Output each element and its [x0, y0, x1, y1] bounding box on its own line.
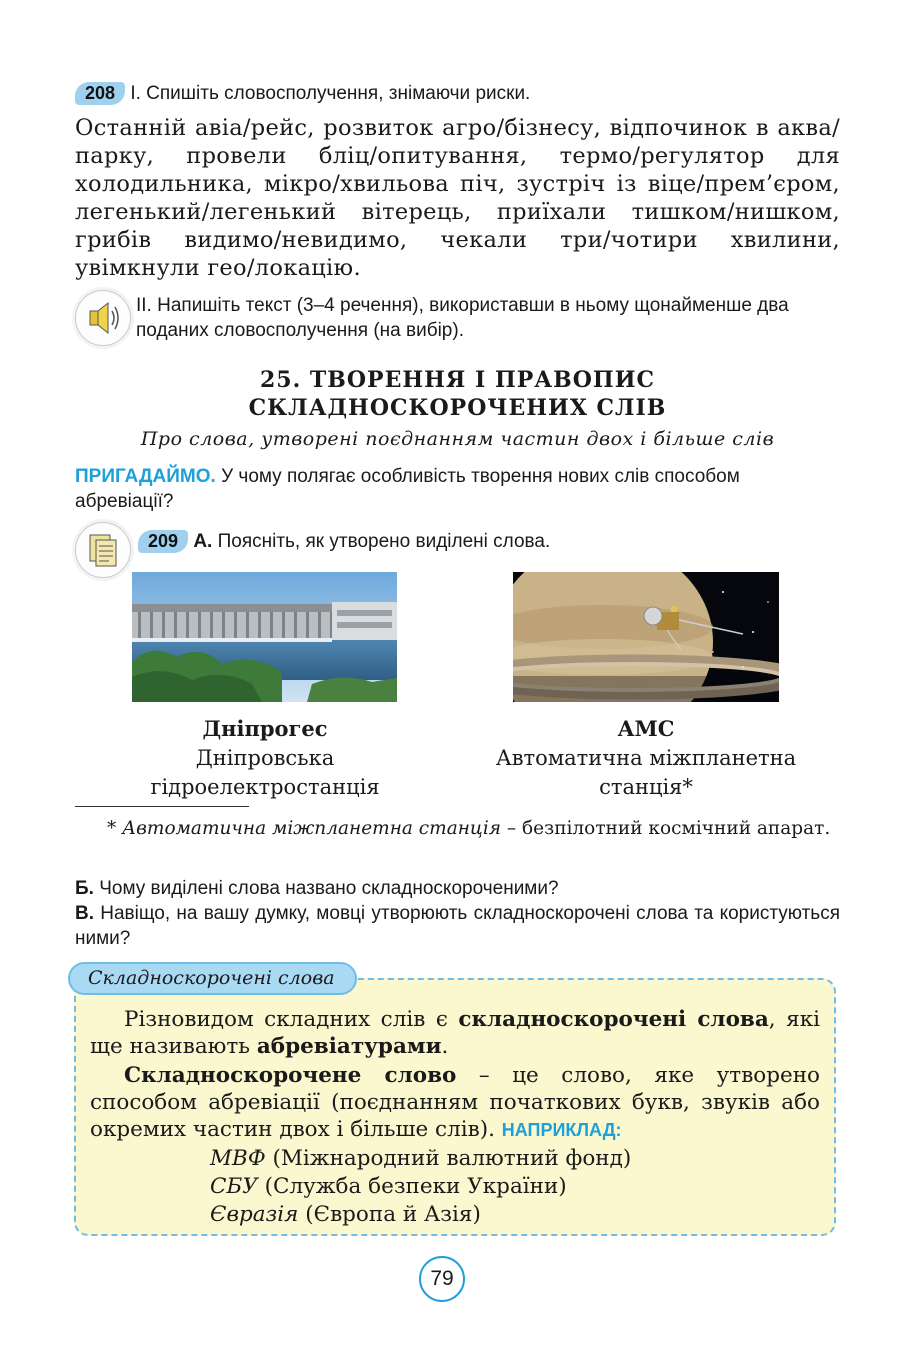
footnote	[75, 815, 840, 842]
caption-word: Дніпрогес	[202, 716, 328, 741]
rule-text: Різновидом складних слів є	[124, 1007, 459, 1032]
exercise-208-text: Останній авіа/рейс, розвиток агро/бізнесу, відпочинок в аква/парку, провели бліц/опитування, термо/регулятор для холодильника, мікро/хвильова піч, зустріч із віце/прем’єром, легенький/легенький вітерець, приїхали тишком/нишком, грибів видимо/невидимо, чекали три/чотири хвилини, увімкнули гео/локацію.	[75, 115, 840, 281]
recall-label: ПРИГАДАЙМО.	[75, 466, 216, 487]
rule-text: – це слово, яке утворено способом абревіації (поєднанням початкових букв, звуків або окремих частин двох і більше слів).	[90, 1063, 821, 1142]
analysis-icon	[75, 522, 131, 578]
task-a-text: Поясніть, як утворено виділені слова.	[212, 531, 551, 552]
task-c	[75, 901, 840, 951]
caption-line1: Дніпровська	[195, 746, 335, 770]
exercise-number-badge: 209	[138, 530, 188, 553]
footnote-divider	[75, 806, 249, 807]
example-abbr: Євразія	[210, 1202, 299, 1227]
caption-dniprohes	[110, 714, 420, 802]
example-item	[210, 1173, 631, 1201]
footnote-definition: – безпілотний космічний апарат.	[501, 818, 831, 839]
rule-tab: Складноскорочені слова	[68, 962, 357, 995]
example-item	[210, 1145, 631, 1173]
exercise-209-tasks-bc	[75, 876, 840, 951]
rule-text: , які ще називають	[90, 1007, 821, 1059]
rule-paragraph-2	[90, 1062, 820, 1144]
example-label: НАПРИКЛАД:	[501, 1120, 622, 1140]
section-title-line2: СКЛАДНОСКОРОЧЕНИХ СЛІВ	[248, 395, 667, 421]
caption-word: АМС	[617, 716, 675, 741]
example-full: (Служба безпеки України)	[257, 1174, 567, 1199]
task-c-text: Навіщо, на вашу думку, мовці утворюють складноскорочені слова та користуються ними?	[75, 903, 840, 949]
task-c-label: В.	[75, 903, 94, 924]
dam-photo	[132, 572, 397, 702]
task-b-label: Б.	[75, 878, 94, 899]
example-abbr: МВФ	[210, 1146, 266, 1171]
page-number: 79	[419, 1256, 465, 1302]
caption-line1: Автоматична міжпланетна	[495, 746, 797, 770]
exercise-number-badge: 208	[75, 82, 125, 105]
task-b-text: Чому виділені слова названо складноскороченими?	[93, 878, 559, 899]
task-b	[75, 876, 840, 901]
examples-list	[210, 1145, 631, 1229]
caption-line2: станція*	[599, 775, 693, 799]
task-a-label: А.	[193, 531, 213, 552]
caption-ams	[466, 714, 826, 802]
section-title-line1: 25. ТВОРЕННЯ І ПРАВОПИС	[259, 367, 656, 393]
example-full: (Європа й Азія)	[298, 1202, 481, 1227]
rule-term: складноскорочені слова	[458, 1007, 769, 1032]
rule-paragraph-1	[90, 1006, 820, 1060]
rule-text: .	[441, 1034, 449, 1059]
recall-text: У чому полягає особливість творення нових слів способом абревіації?	[75, 466, 740, 512]
rule-term: Складноскорочене слово	[124, 1063, 457, 1088]
example-full: (Міжнародний валютний фонд)	[265, 1146, 632, 1171]
listen-write-icon	[75, 290, 131, 346]
recall-block	[75, 464, 840, 514]
example-abbr: СБУ	[210, 1174, 258, 1199]
space-station-photo	[513, 572, 779, 702]
section-title	[75, 366, 840, 422]
caption-line2: гідроелектростанція	[150, 775, 380, 799]
section-subtitle: Про слова, утворені поєднанням частин двох і більше слів	[140, 428, 775, 450]
example-item	[210, 1201, 631, 1229]
exercise-208-task1	[75, 82, 845, 105]
rule-term: абревіатурами	[256, 1034, 442, 1059]
exercise-209-task-a	[138, 530, 550, 553]
footnote-term: * Автоматична міжпланетна станція	[107, 818, 501, 839]
exercise-208-task2: ІІ. Напишіть текст (3–4 речення), використавши в ньому щонайменше два поданих словосполучення (на вибір).	[136, 295, 789, 341]
task-text: І. Спишіть словосполучення, знімаючи риски.	[130, 83, 531, 104]
